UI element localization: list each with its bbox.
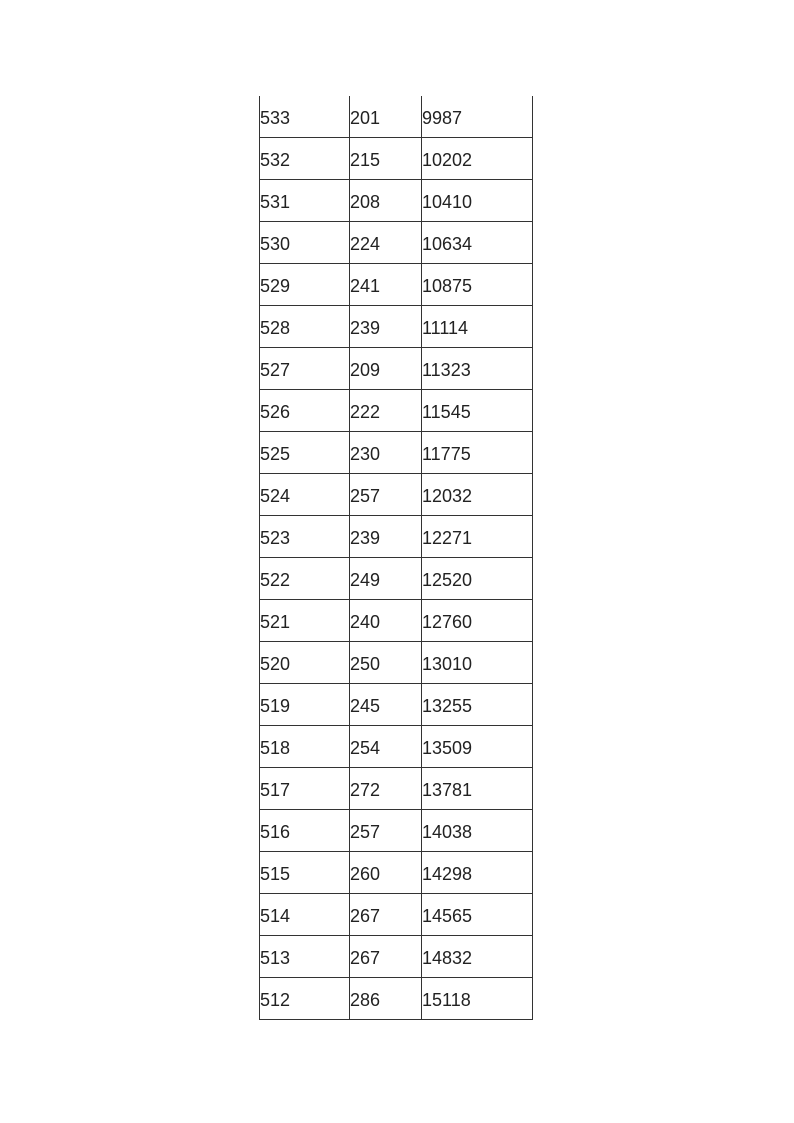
score-cell-text: 523 xyxy=(260,527,291,548)
score-cell xyxy=(260,432,350,474)
count-cell xyxy=(350,810,422,852)
score-cell-text: 529 xyxy=(260,275,291,296)
cumulative-cell-text: 14832 xyxy=(422,947,473,968)
score-cell xyxy=(260,222,350,264)
count-cell xyxy=(350,516,422,558)
cumulative-cell-text: 14565 xyxy=(422,905,473,926)
cumulative-cell xyxy=(422,516,533,558)
score-cell xyxy=(260,936,350,978)
count-cell-text: 224 xyxy=(350,233,381,254)
score-cell-text: 533 xyxy=(260,107,291,128)
table-row xyxy=(260,474,533,516)
table-row xyxy=(260,726,533,768)
cumulative-cell xyxy=(422,432,533,474)
table-row xyxy=(260,894,533,936)
table-row xyxy=(260,684,533,726)
score-cell-text: 524 xyxy=(260,485,291,506)
cumulative-cell xyxy=(422,600,533,642)
cumulative-cell xyxy=(422,810,533,852)
count-cell xyxy=(350,600,422,642)
cumulative-cell-text: 11323 xyxy=(422,359,471,380)
score-cell-text: 515 xyxy=(260,863,291,884)
count-cell xyxy=(350,894,422,936)
cumulative-cell xyxy=(422,474,533,516)
count-cell-text: 201 xyxy=(350,107,381,128)
cumulative-cell-text: 12271 xyxy=(422,527,473,548)
score-cell xyxy=(260,390,350,432)
cumulative-cell-text: 13509 xyxy=(422,737,473,758)
score-cell-text: 512 xyxy=(260,989,291,1010)
score-cell-text: 521 xyxy=(260,611,291,632)
count-cell-text: 222 xyxy=(350,401,381,422)
score-cell-text: 514 xyxy=(260,905,291,926)
score-cell-text: 528 xyxy=(260,317,291,338)
score-cell-text: 522 xyxy=(260,569,291,590)
cumulative-cell-text: 11775 xyxy=(422,443,471,464)
cumulative-cell-text: 12760 xyxy=(422,611,473,632)
table-body xyxy=(260,96,533,1020)
count-cell-text: 267 xyxy=(350,905,381,926)
count-cell-text: 272 xyxy=(350,779,381,800)
count-cell-text: 209 xyxy=(350,359,381,380)
cumulative-cell-text: 13255 xyxy=(422,695,473,716)
table-row xyxy=(260,138,533,180)
cumulative-cell xyxy=(422,894,533,936)
cumulative-cell xyxy=(422,978,533,1020)
count-cell-text: 267 xyxy=(350,947,381,968)
score-cell-text: 525 xyxy=(260,443,291,464)
score-cell xyxy=(260,474,350,516)
score-cell xyxy=(260,516,350,558)
cumulative-cell xyxy=(422,768,533,810)
cumulative-cell xyxy=(422,726,533,768)
table-row xyxy=(260,642,533,684)
score-cell xyxy=(260,348,350,390)
count-cell-text: 208 xyxy=(350,191,381,212)
count-cell-text: 240 xyxy=(350,611,381,632)
count-cell-text: 239 xyxy=(350,527,381,548)
count-cell-text: 239 xyxy=(350,317,381,338)
cumulative-cell-text: 13010 xyxy=(422,653,473,674)
score-cell xyxy=(260,264,350,306)
table-row xyxy=(260,516,533,558)
table-row xyxy=(260,768,533,810)
cumulative-cell xyxy=(422,222,533,264)
table-row xyxy=(260,600,533,642)
score-cell xyxy=(260,852,350,894)
cumulative-cell xyxy=(422,96,533,138)
cumulative-cell xyxy=(422,390,533,432)
score-cell-text: 526 xyxy=(260,401,291,422)
cumulative-cell xyxy=(422,936,533,978)
count-cell-text: 230 xyxy=(350,443,381,464)
cumulative-cell xyxy=(422,264,533,306)
cumulative-cell xyxy=(422,348,533,390)
table-row xyxy=(260,222,533,264)
score-cell xyxy=(260,138,350,180)
count-cell xyxy=(350,264,422,306)
score-cell xyxy=(260,894,350,936)
score-cell-text: 531 xyxy=(260,191,291,212)
count-cell-text: 215 xyxy=(350,149,381,170)
count-cell xyxy=(350,306,422,348)
count-cell xyxy=(350,726,422,768)
score-cell-text: 519 xyxy=(260,695,291,716)
table-row xyxy=(260,264,533,306)
table-row xyxy=(260,348,533,390)
score-cell xyxy=(260,180,350,222)
count-cell xyxy=(350,642,422,684)
cumulative-cell-text: 10875 xyxy=(422,275,473,296)
score-cell-text: 532 xyxy=(260,149,291,170)
table-row xyxy=(260,306,533,348)
cumulative-cell-text: 10634 xyxy=(422,233,473,254)
score-cell xyxy=(260,726,350,768)
cumulative-cell-text: 15118 xyxy=(422,989,471,1010)
count-cell-text: 260 xyxy=(350,863,381,884)
score-cell xyxy=(260,810,350,852)
score-cell xyxy=(260,600,350,642)
score-cell xyxy=(260,642,350,684)
count-cell xyxy=(350,96,422,138)
count-cell xyxy=(350,684,422,726)
cumulative-cell-text: 10202 xyxy=(422,149,473,170)
count-cell xyxy=(350,432,422,474)
table-row xyxy=(260,390,533,432)
score-cell xyxy=(260,96,350,138)
count-cell xyxy=(350,390,422,432)
score-cell xyxy=(260,978,350,1020)
table-row xyxy=(260,936,533,978)
table-row xyxy=(260,180,533,222)
count-cell xyxy=(350,768,422,810)
score-cell-text: 518 xyxy=(260,737,291,758)
score-cell-text: 516 xyxy=(260,821,291,842)
cumulative-cell xyxy=(422,138,533,180)
cumulative-cell-text: 11545 xyxy=(422,401,471,422)
table-row xyxy=(260,810,533,852)
count-cell-text: 257 xyxy=(350,485,381,506)
cumulative-cell-text: 9987 xyxy=(422,107,463,128)
count-cell-text: 245 xyxy=(350,695,381,716)
score-cell-text: 520 xyxy=(260,653,291,674)
count-cell-text: 254 xyxy=(350,737,381,758)
count-cell xyxy=(350,180,422,222)
cumulative-cell-text: 14298 xyxy=(422,863,473,884)
count-cell xyxy=(350,978,422,1020)
cumulative-cell-text: 11114 xyxy=(422,317,469,338)
cumulative-cell-text: 13781 xyxy=(422,779,473,800)
count-cell-text: 250 xyxy=(350,653,381,674)
table-row xyxy=(260,432,533,474)
cumulative-cell xyxy=(422,558,533,600)
score-cell xyxy=(260,558,350,600)
score-distribution-table xyxy=(259,96,533,1020)
count-cell xyxy=(350,348,422,390)
table-row xyxy=(260,558,533,600)
count-cell-text: 249 xyxy=(350,569,381,590)
count-cell-text: 241 xyxy=(350,275,381,296)
count-cell xyxy=(350,138,422,180)
score-cell-text: 527 xyxy=(260,359,291,380)
cumulative-cell xyxy=(422,852,533,894)
count-cell-text: 257 xyxy=(350,821,381,842)
count-cell xyxy=(350,852,422,894)
score-cell-text: 517 xyxy=(260,779,291,800)
count-cell-text: 286 xyxy=(350,989,381,1010)
cumulative-cell xyxy=(422,684,533,726)
score-cell-text: 530 xyxy=(260,233,291,254)
score-cell xyxy=(260,684,350,726)
count-cell xyxy=(350,558,422,600)
table-row xyxy=(260,96,533,138)
table-row xyxy=(260,978,533,1020)
cumulative-cell-text: 12032 xyxy=(422,485,473,506)
count-cell xyxy=(350,222,422,264)
score-cell xyxy=(260,306,350,348)
score-cell xyxy=(260,768,350,810)
count-cell xyxy=(350,936,422,978)
cumulative-cell xyxy=(422,306,533,348)
cumulative-cell-text: 10410 xyxy=(422,191,473,212)
score-cell-text: 513 xyxy=(260,947,291,968)
count-cell xyxy=(350,474,422,516)
cumulative-cell-text: 12520 xyxy=(422,569,473,590)
table-row xyxy=(260,852,533,894)
cumulative-cell-text: 14038 xyxy=(422,821,473,842)
cumulative-cell xyxy=(422,642,533,684)
cumulative-cell xyxy=(422,180,533,222)
